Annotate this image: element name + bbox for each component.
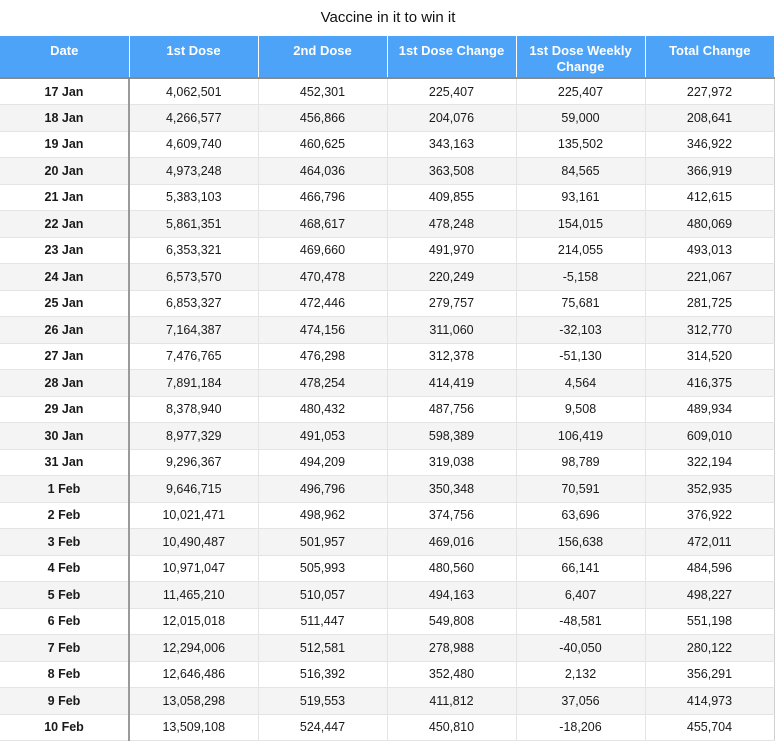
first-dose-weekly-change-cell[interactable]: 6,407 <box>516 582 645 609</box>
total-change-cell[interactable]: 412,615 <box>645 184 774 211</box>
date-cell[interactable]: 27 Jan <box>0 343 129 370</box>
first-dose-change-cell[interactable]: 312,378 <box>387 343 516 370</box>
first-dose-weekly-change-cell[interactable]: 9,508 <box>516 396 645 423</box>
date-cell[interactable]: 31 Jan <box>0 449 129 476</box>
total-change-cell[interactable]: 227,972 <box>645 78 774 105</box>
second-dose-cell[interactable]: 474,156 <box>258 317 387 344</box>
first-dose-weekly-change-cell[interactable]: 75,681 <box>516 290 645 317</box>
first-dose-change-cell[interactable]: 311,060 <box>387 317 516 344</box>
date-cell[interactable]: 21 Jan <box>0 184 129 211</box>
first-dose-change-cell[interactable]: 414,419 <box>387 370 516 397</box>
first-dose-cell[interactable]: 5,383,103 <box>129 184 258 211</box>
total-change-cell[interactable]: 472,011 <box>645 529 774 556</box>
first-dose-change-cell[interactable]: 225,407 <box>387 78 516 105</box>
date-cell[interactable]: 25 Jan <box>0 290 129 317</box>
table-row <box>0 290 774 317</box>
first-dose-change-cell[interactable]: 491,970 <box>387 237 516 264</box>
total-change-cell[interactable]: 314,520 <box>645 343 774 370</box>
date-cell[interactable]: 20 Jan <box>0 158 129 185</box>
date-cell[interactable]: 23 Jan <box>0 237 129 264</box>
total-change-cell[interactable]: 352,935 <box>645 476 774 503</box>
first-dose-cell[interactable]: 10,971,047 <box>129 555 258 582</box>
table-row <box>0 237 774 264</box>
second-dose-cell[interactable]: 524,447 <box>258 714 387 741</box>
total-change-cell[interactable]: 493,013 <box>645 237 774 264</box>
header-row <box>0 36 774 78</box>
table-row <box>0 582 774 609</box>
first-dose-change-cell[interactable]: 204,076 <box>387 105 516 132</box>
total-change-cell[interactable]: 551,198 <box>645 608 774 635</box>
first-dose-change-cell[interactable]: 363,508 <box>387 158 516 185</box>
first-dose-weekly-change-cell[interactable]: -32,103 <box>516 317 645 344</box>
first-dose-cell[interactable]: 6,573,570 <box>129 264 258 291</box>
column-header-second-dose[interactable]: 2nd Dose <box>258 36 387 78</box>
first-dose-change-cell[interactable]: 450,810 <box>387 714 516 741</box>
first-dose-weekly-change-cell[interactable]: 225,407 <box>516 78 645 105</box>
first-dose-change-cell[interactable]: 220,249 <box>387 264 516 291</box>
first-dose-weekly-change-cell[interactable]: 70,591 <box>516 476 645 503</box>
first-dose-cell[interactable]: 12,294,006 <box>129 635 258 662</box>
second-dose-cell[interactable]: 480,432 <box>258 396 387 423</box>
column-header-first-dose-weekly-change[interactable]: 1st Dose Weekly Change <box>516 36 645 78</box>
table-row <box>0 317 774 344</box>
first-dose-weekly-change-cell[interactable]: 214,055 <box>516 237 645 264</box>
second-dose-cell[interactable]: 470,478 <box>258 264 387 291</box>
first-dose-weekly-change-cell[interactable]: 4,564 <box>516 370 645 397</box>
second-dose-cell[interactable]: 511,447 <box>258 608 387 635</box>
first-dose-cell[interactable]: 10,490,487 <box>129 529 258 556</box>
second-dose-cell[interactable]: 505,993 <box>258 555 387 582</box>
table-row <box>0 502 774 529</box>
first-dose-cell[interactable]: 4,266,577 <box>129 105 258 132</box>
table-row <box>0 661 774 688</box>
date-cell[interactable]: 1 Feb <box>0 476 129 503</box>
first-dose-change-cell[interactable]: 279,757 <box>387 290 516 317</box>
first-dose-change-cell[interactable]: 352,480 <box>387 661 516 688</box>
total-change-cell[interactable]: 208,641 <box>645 105 774 132</box>
date-cell[interactable]: 10 Feb <box>0 714 129 741</box>
total-change-cell[interactable]: 489,934 <box>645 396 774 423</box>
first-dose-change-cell[interactable]: 343,163 <box>387 131 516 158</box>
first-dose-weekly-change-cell[interactable]: 93,161 <box>516 184 645 211</box>
first-dose-change-cell[interactable]: 494,163 <box>387 582 516 609</box>
first-dose-change-cell[interactable]: 469,016 <box>387 529 516 556</box>
date-cell[interactable]: 30 Jan <box>0 423 129 450</box>
second-dose-cell[interactable]: 460,625 <box>258 131 387 158</box>
table-row <box>0 158 774 185</box>
first-dose-cell[interactable]: 5,861,351 <box>129 211 258 238</box>
first-dose-change-cell[interactable]: 350,348 <box>387 476 516 503</box>
date-cell[interactable]: 5 Feb <box>0 582 129 609</box>
table-row <box>0 529 774 556</box>
first-dose-cell[interactable]: 7,164,387 <box>129 317 258 344</box>
second-dose-cell[interactable]: 478,254 <box>258 370 387 397</box>
total-change-cell[interactable]: 498,227 <box>645 582 774 609</box>
table-title: Vaccine in it to win it <box>320 9 456 26</box>
date-cell[interactable]: 22 Jan <box>0 211 129 238</box>
first-dose-weekly-change-cell[interactable]: 135,502 <box>516 131 645 158</box>
first-dose-cell[interactable]: 12,015,018 <box>129 608 258 635</box>
first-dose-cell[interactable]: 9,296,367 <box>129 449 258 476</box>
column-header-total-change[interactable]: Total Change <box>645 36 774 78</box>
table-row <box>0 476 774 503</box>
first-dose-weekly-change-cell[interactable]: 84,565 <box>516 158 645 185</box>
date-cell[interactable]: 19 Jan <box>0 131 129 158</box>
first-dose-change-cell[interactable]: 409,855 <box>387 184 516 211</box>
first-dose-weekly-change-cell[interactable]: -18,206 <box>516 714 645 741</box>
first-dose-weekly-change-cell[interactable]: 2,132 <box>516 661 645 688</box>
date-cell[interactable]: 18 Jan <box>0 105 129 132</box>
total-change-cell[interactable]: 280,122 <box>645 635 774 662</box>
first-dose-change-cell[interactable]: 478,248 <box>387 211 516 238</box>
date-cell[interactable]: 2 Feb <box>0 502 129 529</box>
date-cell[interactable]: 4 Feb <box>0 555 129 582</box>
total-change-cell[interactable]: 416,375 <box>645 370 774 397</box>
date-cell[interactable]: 9 Feb <box>0 688 129 715</box>
total-change-cell[interactable]: 480,069 <box>645 211 774 238</box>
first-dose-weekly-change-cell[interactable]: -48,581 <box>516 608 645 635</box>
first-dose-cell[interactable]: 7,891,184 <box>129 370 258 397</box>
date-cell[interactable]: 17 Jan <box>0 78 129 105</box>
first-dose-cell[interactable]: 10,021,471 <box>129 502 258 529</box>
total-change-cell[interactable]: 414,973 <box>645 688 774 715</box>
first-dose-weekly-change-cell[interactable]: -5,158 <box>516 264 645 291</box>
first-dose-cell[interactable]: 13,509,108 <box>129 714 258 741</box>
table-row <box>0 343 774 370</box>
first-dose-weekly-change-cell[interactable]: 106,419 <box>516 423 645 450</box>
first-dose-weekly-change-cell[interactable]: -51,130 <box>516 343 645 370</box>
table-row <box>0 78 774 105</box>
first-dose-weekly-change-cell[interactable]: 66,141 <box>516 555 645 582</box>
table-row <box>0 184 774 211</box>
first-dose-weekly-change-cell[interactable]: 156,638 <box>516 529 645 556</box>
second-dose-cell[interactable]: 456,866 <box>258 105 387 132</box>
table-row <box>0 370 774 397</box>
total-change-cell[interactable]: 346,922 <box>645 131 774 158</box>
first-dose-weekly-change-cell[interactable]: 37,056 <box>516 688 645 715</box>
first-dose-weekly-change-cell[interactable]: -40,050 <box>516 635 645 662</box>
table-row <box>0 264 774 291</box>
date-cell[interactable]: 3 Feb <box>0 529 129 556</box>
first-dose-cell[interactable]: 13,058,298 <box>129 688 258 715</box>
first-dose-weekly-change-cell[interactable]: 154,015 <box>516 211 645 238</box>
table-row <box>0 396 774 423</box>
second-dose-cell[interactable]: 494,209 <box>258 449 387 476</box>
second-dose-cell[interactable]: 468,617 <box>258 211 387 238</box>
first-dose-cell[interactable]: 9,646,715 <box>129 476 258 503</box>
first-dose-weekly-change-cell[interactable]: 59,000 <box>516 105 645 132</box>
second-dose-cell[interactable]: 452,301 <box>258 78 387 105</box>
date-cell[interactable]: 29 Jan <box>0 396 129 423</box>
total-change-cell[interactable]: 322,194 <box>645 449 774 476</box>
second-dose-cell[interactable]: 501,957 <box>258 529 387 556</box>
date-cell[interactable]: 26 Jan <box>0 317 129 344</box>
second-dose-cell[interactable]: 498,962 <box>258 502 387 529</box>
date-cell[interactable]: 28 Jan <box>0 370 129 397</box>
table-row <box>0 105 774 132</box>
table-row <box>0 688 774 715</box>
first-dose-change-cell[interactable]: 374,756 <box>387 502 516 529</box>
first-dose-cell[interactable]: 8,977,329 <box>129 423 258 450</box>
table-row <box>0 555 774 582</box>
first-dose-change-cell[interactable]: 480,560 <box>387 555 516 582</box>
date-cell[interactable]: 7 Feb <box>0 635 129 662</box>
second-dose-cell[interactable]: 496,796 <box>258 476 387 503</box>
second-dose-cell[interactable]: 464,036 <box>258 158 387 185</box>
first-dose-change-cell[interactable]: 278,988 <box>387 635 516 662</box>
first-dose-cell[interactable]: 8,378,940 <box>129 396 258 423</box>
column-header-date[interactable]: Date <box>0 36 129 78</box>
second-dose-cell[interactable]: 519,553 <box>258 688 387 715</box>
second-dose-cell[interactable]: 510,057 <box>258 582 387 609</box>
table-body <box>0 78 774 741</box>
first-dose-cell[interactable]: 7,476,765 <box>129 343 258 370</box>
second-dose-cell[interactable]: 472,446 <box>258 290 387 317</box>
date-cell[interactable]: 8 Feb <box>0 661 129 688</box>
table-row <box>0 635 774 662</box>
table-row <box>0 211 774 238</box>
first-dose-weekly-change-cell[interactable]: 98,789 <box>516 449 645 476</box>
total-change-cell[interactable]: 376,922 <box>645 502 774 529</box>
total-change-cell[interactable]: 455,704 <box>645 714 774 741</box>
first-dose-change-cell[interactable]: 411,812 <box>387 688 516 715</box>
total-change-cell[interactable]: 366,919 <box>645 158 774 185</box>
column-header-first-dose[interactable]: 1st Dose <box>129 36 258 78</box>
second-dose-cell[interactable]: 491,053 <box>258 423 387 450</box>
second-dose-cell[interactable]: 466,796 <box>258 184 387 211</box>
total-change-cell[interactable]: 609,010 <box>645 423 774 450</box>
first-dose-cell[interactable]: 12,646,486 <box>129 661 258 688</box>
table-row <box>0 608 774 635</box>
first-dose-cell[interactable]: 11,465,210 <box>129 582 258 609</box>
first-dose-weekly-change-cell[interactable]: 63,696 <box>516 502 645 529</box>
second-dose-cell[interactable]: 469,660 <box>258 237 387 264</box>
date-cell[interactable]: 24 Jan <box>0 264 129 291</box>
column-header-first-dose-change[interactable]: 1st Dose Change <box>387 36 516 78</box>
first-dose-change-cell[interactable]: 549,808 <box>387 608 516 635</box>
first-dose-cell[interactable]: 6,853,327 <box>129 290 258 317</box>
table-row <box>0 714 774 741</box>
table-row <box>0 449 774 476</box>
second-dose-cell[interactable]: 476,298 <box>258 343 387 370</box>
first-dose-change-cell[interactable]: 319,038 <box>387 449 516 476</box>
table-row <box>0 423 774 450</box>
vaccine-table <box>0 36 775 741</box>
first-dose-cell[interactable]: 4,973,248 <box>129 158 258 185</box>
total-change-cell[interactable]: 312,770 <box>645 317 774 344</box>
first-dose-change-cell[interactable]: 598,389 <box>387 423 516 450</box>
first-dose-cell[interactable]: 4,062,501 <box>129 78 258 105</box>
total-change-cell[interactable]: 281,725 <box>645 290 774 317</box>
second-dose-cell[interactable]: 512,581 <box>258 635 387 662</box>
second-dose-cell[interactable]: 516,392 <box>258 661 387 688</box>
first-dose-change-cell[interactable]: 487,756 <box>387 396 516 423</box>
total-change-cell[interactable]: 356,291 <box>645 661 774 688</box>
total-change-cell[interactable]: 484,596 <box>645 555 774 582</box>
table-row <box>0 131 774 158</box>
date-cell[interactable]: 6 Feb <box>0 608 129 635</box>
first-dose-cell[interactable]: 6,353,321 <box>129 237 258 264</box>
first-dose-cell[interactable]: 4,609,740 <box>129 131 258 158</box>
total-change-cell[interactable]: 221,067 <box>645 264 774 291</box>
